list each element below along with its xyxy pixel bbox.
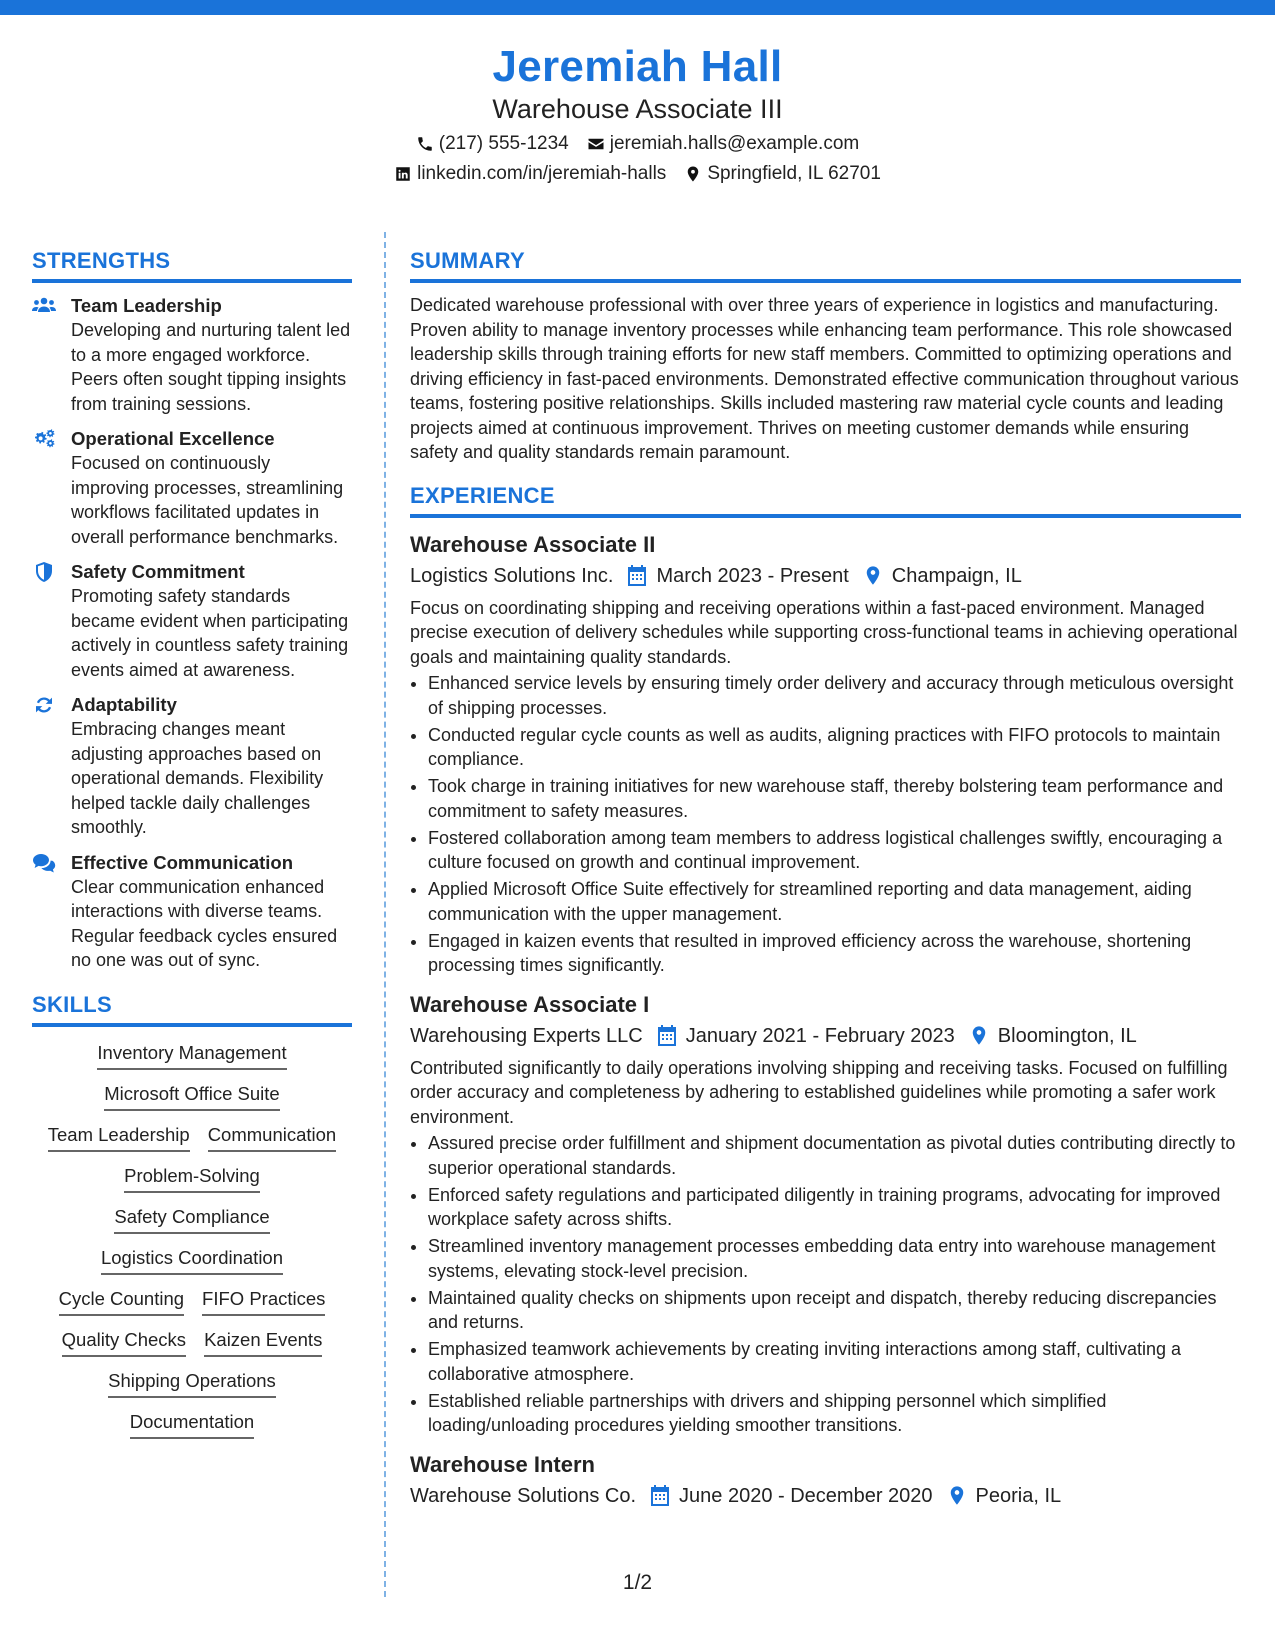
map-pin-icon [947, 1485, 967, 1506]
job-location: Bloomington, IL [997, 1024, 1137, 1047]
contact-row-1 [0, 129, 1275, 159]
job-company: Warehouse Solutions Co. [410, 1484, 637, 1507]
job-role: Warehouse Associate II [410, 531, 656, 557]
skill-tag: Logistics Coordination [101, 1246, 283, 1275]
skill-tag: Quality Checks [62, 1328, 186, 1357]
bullet-item: • Applied Microsoft Office Suite effectively for streamlined reporting and data management, aiding communication with the upper management. [428, 877, 1241, 926]
linkedin-icon [394, 165, 412, 183]
strength-item [32, 427, 352, 549]
skill-tag: FIFO Practices [202, 1287, 325, 1316]
skill-tag: Cycle Counting [59, 1287, 184, 1316]
phone-text: (217) 555-1234 [438, 133, 569, 154]
strength-desc: Embracing changes meant adjusting approaches based on operational demands. Flexibility helped tackle daily challenges smoothly. [71, 719, 324, 837]
email-text: jeremiah.halls@example.com [609, 133, 860, 154]
linkedin-text: linkedin.com/in/jeremiah-halls [417, 163, 667, 184]
summary-heading: SUMMARY [410, 246, 1241, 283]
experience-heading: EXPERIENCE [410, 481, 1241, 518]
email-contact[interactable] [587, 129, 860, 159]
phone-contact [416, 129, 569, 159]
skill-tag: Kaizen Events [204, 1328, 322, 1357]
strength-desc: Clear communication enhanced interactions with diverse teams. Regular feedback cycles ensured no one was out of sync. [71, 876, 338, 970]
calendar-icon [657, 1025, 677, 1046]
bullet-item: • Fostered collaboration among team members to address logistical challenges swiftly, encouraging a culture focused on growth and continual improvement. [428, 826, 1241, 875]
job-dates: June 2020 - December 2020 [679, 1484, 933, 1507]
location-text: Springfield, IL 62701 [707, 163, 881, 184]
job-bullets [410, 671, 1241, 978]
job-dates: January 2021 - February 2023 [685, 1024, 955, 1047]
map-pin-icon [969, 1025, 989, 1046]
skill-tag: Team Leadership [48, 1123, 190, 1152]
bullet-item: • Emphasized teamwork achievements by creating inviting interactions among staff, cultivating a collaborative atmosphere. [428, 1337, 1241, 1386]
candidate-title: Warehouse Associate III [492, 94, 783, 124]
job-location: Peoria, IL [975, 1484, 1062, 1507]
top-accent-bar [0, 0, 1275, 15]
skill-tag: Documentation [130, 1410, 254, 1439]
sync-icon [32, 695, 56, 715]
job-meta [410, 560, 1241, 592]
strength-desc: Developing and nurturing talent led to a more engaged workforce. Peers often sought tipping insights from training sessions. [71, 320, 351, 414]
bullet-item: • Took charge in training initiatives for new warehouse staff, thereby bolstering team performance and commitment to safety measures. [428, 774, 1241, 823]
skill-tag: Inventory Management [97, 1041, 286, 1070]
bullet-item: • Assured precise order fulfillment and shipment documentation as pivotal duties contributing directly to superior operational standards. [428, 1131, 1241, 1180]
strength-title: Adaptability [71, 694, 177, 715]
skill-tag: Shipping Operations [108, 1369, 276, 1398]
job-bullets [410, 1131, 1241, 1438]
bullet-item: • Maintained quality checks on shipments upon receipt and dispatch, thereby reducing discrepancies and returns. [428, 1286, 1241, 1335]
column-divider [384, 232, 386, 1597]
bullet-item: • Enhanced service levels by ensuring timely order delivery and accuracy through meticulous oversight of shipping processes. [428, 671, 1241, 720]
bullet-item: • Conducted regular cycle counts as well as audits, aligning practices with FIFO protocols to maintain compliance. [428, 723, 1241, 772]
job-entry [410, 990, 1241, 1438]
bullet-item: • Enforced safety regulations and participated diligently in training programs, advocating for improved workplace safety across shifts. [428, 1183, 1241, 1232]
envelope-icon [587, 135, 605, 153]
job-description: Focus on coordinating shipping and receiving operations within a fast-paced environment. Managed precise execution of delivery schedules while supporting cross-functional teams in achieving operational goals and maintaining quality standards. [410, 597, 1238, 667]
strength-item [32, 851, 352, 973]
resume-header [0, 40, 1275, 189]
candidate-name: Jeremiah Hall [492, 42, 783, 91]
map-pin-icon [863, 565, 883, 586]
job-meta [410, 1020, 1241, 1052]
strength-desc: Focused on continuously improving processes, streamlining workflows facilitated updates in overall performance benchmarks. [71, 453, 344, 547]
right-column [410, 246, 1241, 1512]
job-role: Warehouse Associate I [410, 991, 650, 1017]
left-column [32, 246, 352, 1439]
skill-tag: Communication [208, 1123, 337, 1152]
strength-title: Operational Excellence [71, 428, 275, 449]
location-contact [684, 159, 881, 189]
calendar-icon [627, 565, 647, 586]
job-entry [410, 530, 1241, 978]
page-number: 1/2 [622, 1571, 653, 1594]
users-icon [32, 296, 56, 316]
summary-text: Dedicated warehouse professional with over three years of experience in logistics and manufacturing. Proven ability to manage inventory processes while enhancing team performance. This role showcased leadership skills through training efforts for new staff members. Committed to optimizing operations and driving efficiency in fast-paced environments. Demonstrated effective communication throughout various teams, fostering positive relationships. Skills included mastering raw material cycle counts and leading projects aimed at continuous improvement. Thrives on meeting customer demands while ensuring safety and quality standards remain paramount. [410, 295, 1239, 462]
shield-icon [32, 562, 56, 582]
job-company: Warehousing Experts LLC [410, 1024, 643, 1047]
job-entry [410, 1450, 1241, 1512]
bullet-item: • Engaged in kaizen events that resulted in improved efficiency across the warehouse, shortening processing times significantly. [428, 929, 1241, 978]
calendar-icon [650, 1485, 670, 1506]
skill-tag: Microsoft Office Suite [104, 1082, 279, 1111]
strengths-heading: STRENGTHS [32, 246, 352, 283]
strength-item [32, 693, 352, 840]
skill-tag: Problem-Solving [124, 1164, 260, 1193]
comments-icon [32, 853, 56, 873]
strength-item [32, 560, 352, 682]
skills-heading: SKILLS [32, 990, 352, 1027]
job-dates: March 2023 - Present [656, 564, 849, 587]
job-role: Warehouse Intern [410, 1451, 595, 1477]
bullet-item: • Established reliable partnerships with drivers and shipping personnel which simplified loading/unloading procedures yielding smoother transitions. [428, 1389, 1241, 1438]
map-pin-icon [684, 165, 702, 183]
contact-row-2 [0, 159, 1275, 189]
job-meta [410, 1480, 1241, 1512]
strength-item [32, 294, 352, 416]
gears-icon [32, 429, 56, 449]
strength-title: Safety Commitment [71, 561, 245, 582]
job-description: Contributed significantly to daily operations involving shipping and receiving tasks. Focused on fulfilling order accuracy and completeness by adhering to established guidelines while promoting a safer work environment. [410, 1057, 1228, 1127]
bullet-item: • Streamlined inventory management processes embedding data entry into warehouse management systems, elevating stock-level precision. [428, 1234, 1241, 1283]
strength-title: Team Leadership [71, 295, 222, 316]
strength-desc: Promoting safety standards became evident when participating actively in countless safety training events aimed at awareness. [71, 586, 349, 680]
linkedin-contact[interactable] [394, 159, 666, 189]
skills-list [32, 1041, 352, 1439]
phone-icon [416, 135, 434, 153]
strength-title: Effective Communication [71, 851, 294, 873]
job-location: Champaign, IL [891, 564, 1022, 587]
job-company: Logistics Solutions Inc. [410, 564, 614, 587]
skill-tag: Safety Compliance [114, 1205, 269, 1234]
